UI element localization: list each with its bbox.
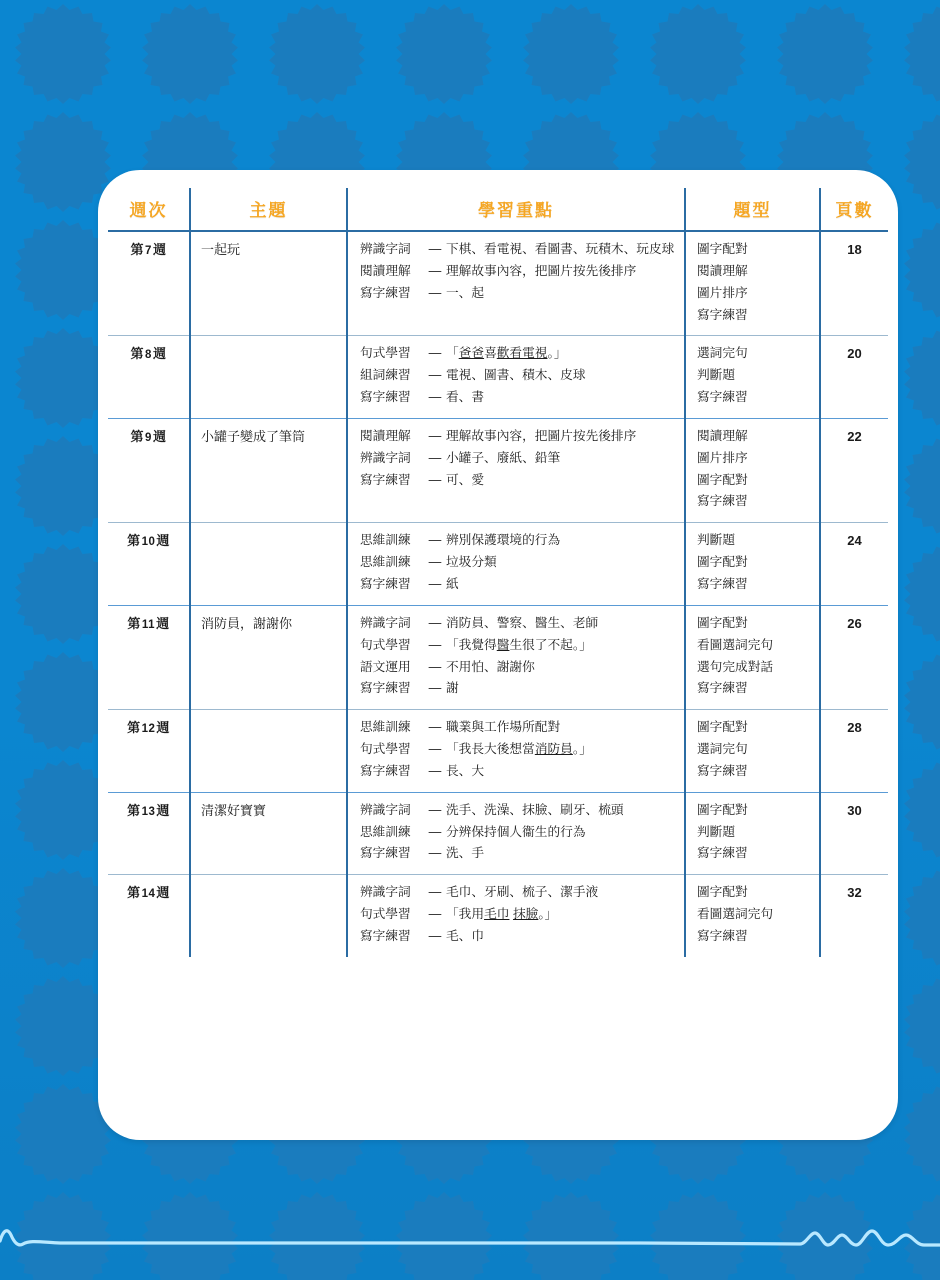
column-header-topic: 主題	[190, 188, 347, 231]
focus-dash: —	[428, 885, 442, 900]
type-item: 看圖選詞完句	[697, 637, 774, 652]
cell-topic: 清潔好寶寶	[190, 792, 347, 875]
cell-focus	[347, 336, 685, 419]
focus-item	[360, 926, 678, 948]
focus-body: 消防員、警察、醫生、老師	[446, 615, 599, 630]
table-body	[108, 231, 888, 957]
cell-page: 28	[820, 710, 888, 793]
type-item: 圖字配對	[697, 555, 748, 570]
column-header-type: 題型	[685, 188, 820, 231]
focus-label: 句式學習	[360, 742, 411, 757]
focus-body: 洗、手	[446, 846, 485, 861]
cell-topic: 小罐子變成了筆筒	[190, 418, 347, 522]
type-item: 圖字配對	[697, 885, 748, 900]
focus-label: 辨識字詞	[360, 885, 411, 900]
focus-dash: —	[428, 659, 442, 674]
focus-label: 寫字練習	[360, 390, 411, 405]
focus-item	[360, 613, 678, 635]
column-header-focus: 學習重點	[347, 188, 685, 231]
cell-focus	[347, 231, 685, 336]
focus-item	[360, 387, 678, 409]
type-item: 寫字練習	[697, 846, 748, 861]
cell-focus	[347, 418, 685, 522]
focus-item	[360, 822, 678, 844]
type-item: 閱讀理解	[697, 263, 748, 278]
focus-item	[360, 800, 678, 822]
type-item: 選句完成對話	[697, 659, 774, 674]
type-item: 圖字配對	[697, 720, 748, 735]
focus-label: 句式學習	[360, 637, 411, 652]
focus-body: 「我用毛巾 抹臉。」	[446, 907, 558, 922]
schedule-card	[98, 170, 898, 1140]
cell-type	[685, 231, 820, 336]
focus-label: 語文運用	[360, 659, 411, 674]
type-item: 寫字練習	[697, 307, 748, 322]
focus-dash: —	[428, 576, 442, 591]
focus-body: 「爸爸喜歡看電視。」	[446, 346, 567, 361]
cell-topic	[190, 710, 347, 793]
focus-dash: —	[428, 928, 442, 943]
type-item: 圖片排序	[697, 450, 748, 465]
cell-page: 26	[820, 605, 888, 709]
focus-body: 謝	[446, 681, 459, 696]
focus-label: 辨識字詞	[360, 450, 411, 465]
focus-label: 辨識字詞	[360, 802, 411, 817]
cell-week: 第9週	[108, 418, 190, 522]
column-header-week: 週次	[108, 188, 190, 231]
type-item: 閱讀理解	[697, 428, 748, 443]
table-row	[108, 418, 888, 522]
cell-week: 第12週	[108, 710, 190, 793]
cell-page: 20	[820, 336, 888, 419]
focus-dash: —	[428, 846, 442, 861]
cell-focus	[347, 875, 685, 957]
focus-item	[360, 239, 678, 261]
cell-week: 第13週	[108, 792, 190, 875]
focus-dash: —	[428, 681, 442, 696]
table-row	[108, 710, 888, 793]
focus-item	[360, 761, 678, 783]
cell-type	[685, 523, 820, 606]
focus-dash: —	[428, 637, 442, 652]
focus-body: 一、起	[446, 285, 485, 300]
type-item: 判斷題	[697, 533, 736, 548]
focus-label: 閱讀理解	[360, 428, 411, 443]
type-item: 看圖選詞完句	[697, 907, 774, 922]
focus-dash: —	[428, 533, 442, 548]
focus-dash: —	[428, 368, 442, 383]
cell-topic	[190, 875, 347, 957]
focus-label: 思維訓練	[360, 533, 411, 548]
type-item: 判斷題	[697, 824, 736, 839]
table-row	[108, 231, 888, 336]
column-header-page: 頁數	[820, 188, 888, 231]
focus-label: 寫字練習	[360, 576, 411, 591]
focus-item	[360, 657, 678, 679]
focus-item	[360, 283, 678, 305]
cell-type	[685, 418, 820, 522]
focus-body: 下棋、看電視、看圖書、玩積木、玩皮球	[446, 242, 675, 256]
focus-body: 垃圾分類	[446, 555, 497, 570]
type-item: 圖字配對	[697, 615, 748, 630]
focus-dash: —	[428, 824, 442, 839]
table-row	[108, 336, 888, 419]
cell-type	[685, 710, 820, 793]
focus-label: 辨識字詞	[360, 242, 411, 256]
focus-item	[360, 678, 678, 700]
type-item: 寫字練習	[697, 494, 748, 509]
type-item: 寫字練習	[697, 763, 748, 778]
cell-type	[685, 792, 820, 875]
focus-item	[360, 470, 678, 492]
focus-item	[360, 530, 678, 552]
cell-topic: 一起玩	[190, 231, 347, 336]
type-item: 圖字配對	[697, 242, 748, 256]
focus-body: 理解故事內容，把圖片按先後排序	[446, 263, 637, 278]
focus-dash: —	[428, 615, 442, 630]
focus-item	[360, 448, 678, 470]
focus-body: 分辨保持個人衞生的行為	[446, 824, 586, 839]
focus-body: 紙	[446, 576, 459, 591]
focus-label: 思維訓練	[360, 555, 411, 570]
cell-page: 30	[820, 792, 888, 875]
focus-dash: —	[428, 263, 442, 278]
focus-label: 寫字練習	[360, 846, 411, 861]
focus-dash: —	[428, 907, 442, 922]
type-item: 選詞完句	[697, 742, 748, 757]
focus-item	[360, 365, 678, 387]
focus-dash: —	[428, 555, 442, 570]
type-item: 選詞完句	[697, 346, 748, 361]
focus-body: 「我覺得醫生很了不起。」	[446, 637, 592, 652]
focus-label: 思維訓練	[360, 824, 411, 839]
focus-item	[360, 717, 678, 739]
cell-page: 24	[820, 523, 888, 606]
focus-item	[360, 904, 678, 926]
type-item: 圖片排序	[697, 285, 748, 300]
focus-item	[360, 635, 678, 657]
cell-focus	[347, 523, 685, 606]
focus-dash: —	[428, 428, 442, 443]
table-header	[108, 188, 888, 231]
cell-week: 第10週	[108, 523, 190, 606]
focus-label: 句式學習	[360, 346, 411, 361]
focus-dash: —	[428, 802, 442, 817]
focus-item	[360, 261, 678, 283]
focus-dash: —	[428, 763, 442, 778]
header-row	[108, 188, 888, 231]
focus-item	[360, 426, 678, 448]
focus-dash: —	[428, 242, 442, 256]
focus-label: 寫字練習	[360, 472, 411, 487]
cell-focus	[347, 605, 685, 709]
table-row	[108, 875, 888, 957]
type-item: 判斷題	[697, 368, 736, 383]
focus-item	[360, 552, 678, 574]
focus-dash: —	[428, 450, 442, 465]
cell-type	[685, 875, 820, 957]
focus-label: 寫字練習	[360, 763, 411, 778]
table-row	[108, 523, 888, 606]
cell-week: 第8週	[108, 336, 190, 419]
focus-body: 理解故事內容，把圖片按先後排序	[446, 428, 637, 443]
focus-body: 不用怕、謝謝你	[446, 659, 535, 674]
focus-body: 辨別保護環境的行為	[446, 533, 561, 548]
table-row	[108, 605, 888, 709]
focus-label: 寫字練習	[360, 285, 411, 300]
focus-dash: —	[428, 472, 442, 487]
focus-body: 毛巾、牙刷、梳子、潔手液	[446, 885, 599, 900]
cell-topic	[190, 336, 347, 419]
focus-dash: —	[428, 390, 442, 405]
focus-item	[360, 574, 678, 596]
type-item: 圖字配對	[697, 802, 748, 817]
focus-body: 看、書	[446, 390, 485, 405]
focus-item	[360, 739, 678, 761]
cell-type	[685, 336, 820, 419]
type-item: 寫字練習	[697, 576, 748, 591]
focus-label: 句式學習	[360, 907, 411, 922]
focus-label: 思維訓練	[360, 720, 411, 735]
focus-label: 寫字練習	[360, 928, 411, 943]
cell-week: 第14週	[108, 875, 190, 957]
focus-item	[360, 343, 678, 365]
focus-label: 組詞練習	[360, 368, 411, 383]
type-item: 寫字練習	[697, 390, 748, 405]
focus-label: 閱讀理解	[360, 263, 411, 278]
focus-label: 寫字練習	[360, 681, 411, 696]
focus-dash: —	[428, 742, 442, 757]
focus-body: 職業與工作場所配對	[446, 720, 561, 735]
cell-page: 22	[820, 418, 888, 522]
type-item: 寫字練習	[697, 928, 748, 943]
focus-body: 可、愛	[446, 472, 485, 487]
cell-topic: 消防員，謝謝你	[190, 605, 347, 709]
type-item: 寫字練習	[697, 681, 748, 696]
focus-body: 小罐子、廢紙、鉛筆	[446, 450, 561, 465]
focus-body: 電視、圖書、積木、皮球	[446, 368, 586, 383]
focus-item	[360, 843, 678, 865]
cell-week: 第11週	[108, 605, 190, 709]
cell-focus	[347, 792, 685, 875]
focus-body: 毛、巾	[446, 928, 485, 943]
cell-week: 第7週	[130, 242, 167, 257]
focus-body: 洗手、洗澡、抹臉、刷牙、梳頭	[446, 802, 624, 817]
focus-body: 「我長大後想當消防員。」	[446, 742, 592, 757]
focus-item	[360, 882, 678, 904]
focus-label: 辨識字詞	[360, 615, 411, 630]
table-row	[108, 792, 888, 875]
decorative-wave	[0, 1215, 940, 1275]
schedule-table	[108, 188, 888, 957]
cell-page: 32	[820, 875, 888, 957]
cell-topic	[190, 523, 347, 606]
type-item: 圖字配對	[697, 472, 748, 487]
cell-page: 18	[820, 231, 888, 336]
focus-dash: —	[428, 346, 442, 361]
focus-body: 長、大	[446, 763, 485, 778]
focus-dash: —	[428, 720, 442, 735]
cell-type	[685, 605, 820, 709]
cell-focus	[347, 710, 685, 793]
focus-dash: —	[428, 285, 442, 300]
